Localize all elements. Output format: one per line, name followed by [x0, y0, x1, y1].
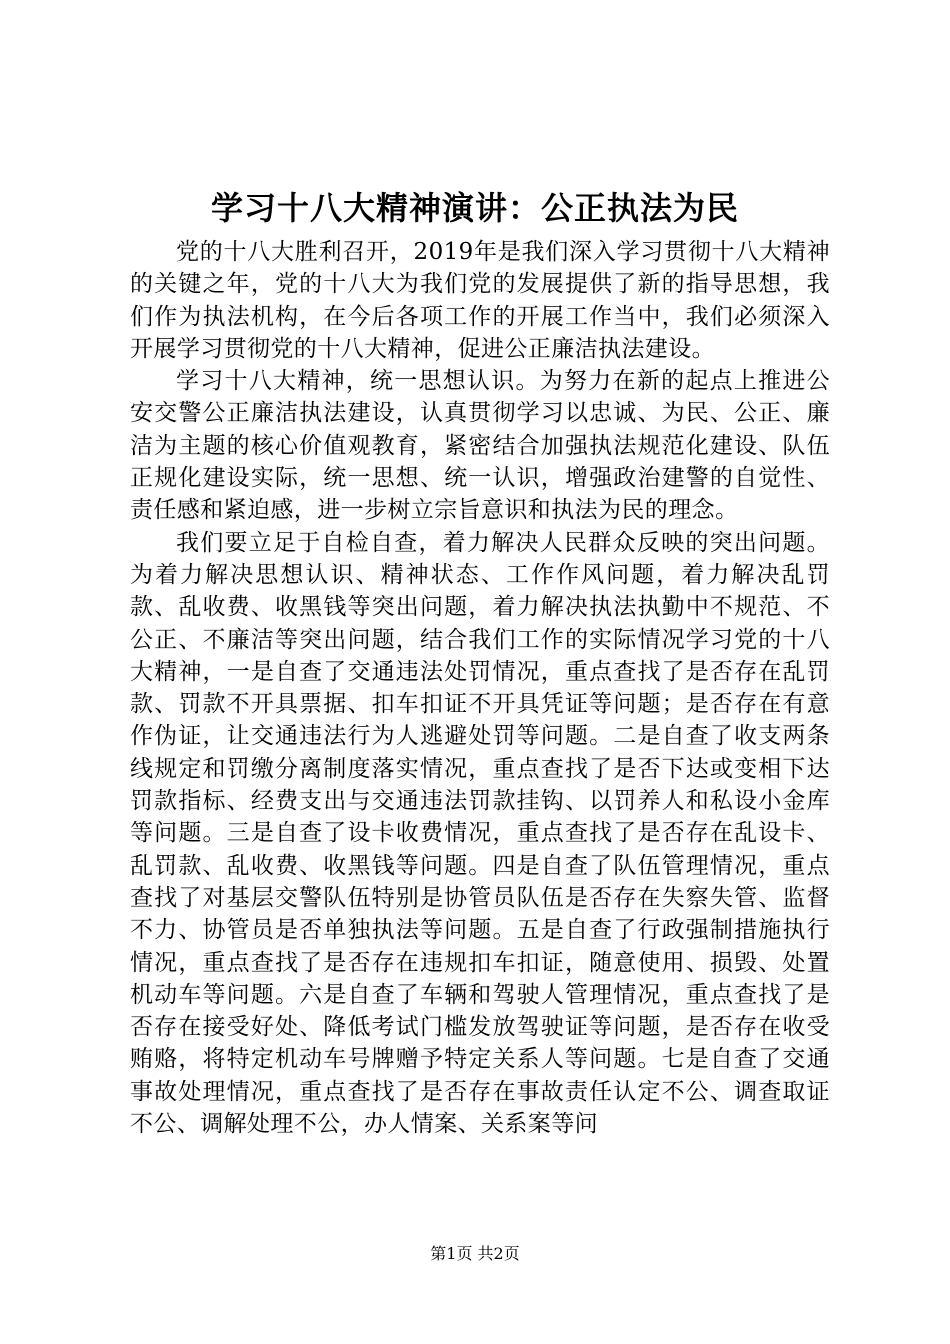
- document-title: 学习十八大精神演讲：公正执法为民: [210, 189, 739, 227]
- document-body: [130, 236, 830, 1140]
- paragraph-1: 党的十八大胜利召开，2019年是我们深入学习贯彻十八大精神的关键之年，党的十八大为我们党的发展提供了新的指导思想，我们作为执法机构，在今后各项工作的开展工作当中，我们必须深入开展学习贯彻党的十八大精神，促进公正廉洁执法建设。: [130, 239, 830, 362]
- paragraph-3: 我们要立足于自检自查，着力解决人民群众反映的突出问题。为着力解决思想认识、精神状态、工作作风问题，着力解决乱罚款、乱收费、收黑钱等突出问题，着力解决执法执勤中不规范、不公正、不廉洁等突出问题，结合我们工作的实际情况学习党的十八大精神，一是自查了交通违法处罚情况，重点查找了是否存在乱罚款、罚款不开具票据、扣车扣证不开具凭证等问题；是否存在有意作伪证，让交通违法行为人逃避处罚等问题。二是自查了收支两条线规定和罚缴分离制度落实情况，重点查找了是否下达或变相下达罚款指标、经费支出与交通违法罚款挂钩、以罚养人和私设小金库等问题。三是自查了设卡收费情况，重点查找了是否存在乱设卡、乱罚款、乱收费、收黑钱等问题。四是自查了队伍管理情况，重点查找了对基层交警队伍特别是协管员队伍是否存在失察失管、监督不力、协管员是否单独执法等问题。五是自查了行政强制措施执行情况，重点查找了是否存在违规扣车扣证，随意使用、损毁、处置机动车等问题。六是自查了车辆和驾驶人管理情况，重点查找了是否存在接受好处、降低考试门槛发放驾驶证等问题，是否存在收受贿赂，将特定机动车号牌赠予特定关系人等问题。七是自查了交通事故处理情况，重点查找了是否存在事故责任认定不公、调查取证不公、调解处理不公，办人情案、关系案等问: [130, 529, 830, 1138]
- paragraph-2: 学习十八大精神，统一思想认识。为努力在新的起点上推进公安交警公正廉洁执法建设，认真贯彻学习以忠诚、为民、公正、廉洁为主题的核心价值观教育，紧密结合加强执法规范化建设、队伍正规化建设实际，统一思想、统一认识，增强政治建警的自觉性、责任感和紧迫感，进一步树立宗旨意识和执法为民的理念。: [130, 368, 830, 524]
- page-footer: 第1页 共2页: [430, 1244, 520, 1263]
